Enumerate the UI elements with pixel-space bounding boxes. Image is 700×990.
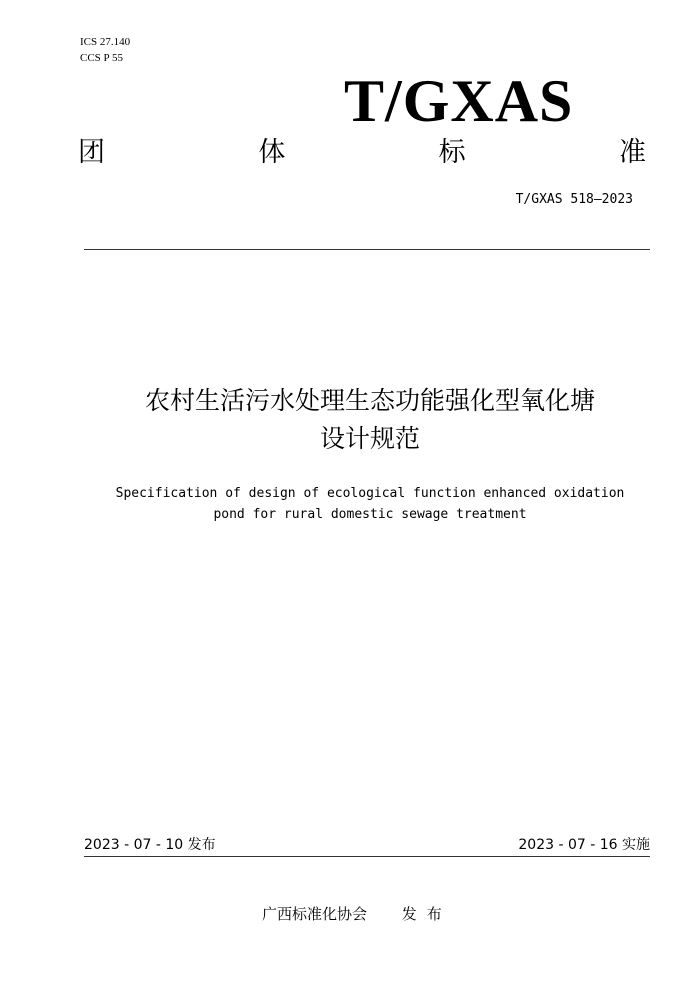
ccs-code: CCS P 55 (80, 52, 124, 64)
chinese-title-line: 农村生活污水处理生态功能强化型氧化塘 (144, 386, 595, 415)
standard-number: T/GXAS 518—2023 (515, 192, 633, 207)
publisher-name: 广西标准化协会 (262, 905, 368, 923)
publish-verb: 发布 (401, 905, 452, 923)
standard-type-char: 标 (438, 137, 466, 168)
standard-brand: T/GXAS (344, 68, 574, 134)
standard-type-char: 团 (78, 137, 105, 168)
ics-code: ICS 27.140 (80, 36, 131, 48)
classification-codes (80, 34, 130, 66)
footer-divider (84, 856, 650, 857)
chinese-title (60, 382, 680, 458)
standard-type-char: 体 (258, 137, 286, 168)
english-title-line: pond for rural domestic sewage treatment (213, 507, 527, 522)
standard-type-char: 准 (618, 137, 646, 168)
implementation-date: 2023 - 07 - 16 实施 (518, 837, 650, 853)
english-title (60, 483, 680, 525)
standard-type-heading (78, 135, 646, 171)
header-divider (84, 249, 650, 250)
english-title-line: Specification of design of ecological function enhanced oxidation (115, 486, 625, 501)
chinese-title-line: 设计规范 (319, 424, 420, 453)
publisher (262, 903, 452, 925)
issue-date: 2023 - 07 - 10 发布 (84, 837, 216, 853)
